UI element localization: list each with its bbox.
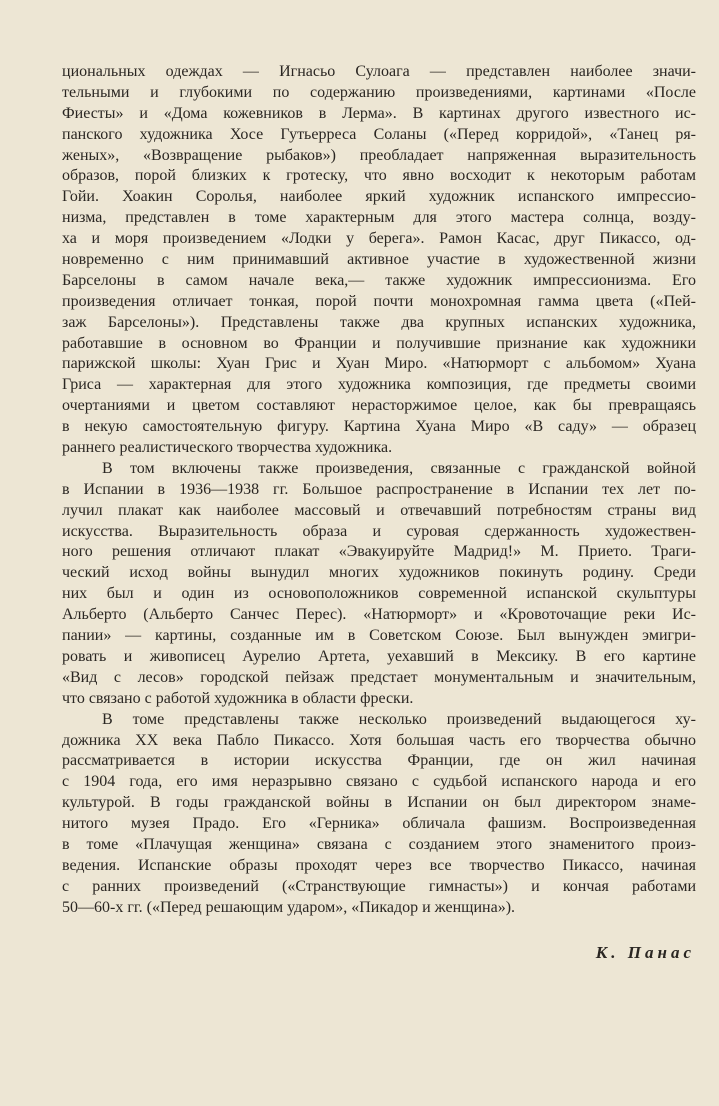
text-line: Фиесты» и «Дома кожевников в Лерма». В картинах другого известного ис- — [62, 104, 696, 122]
text-line: произведения отличает тонкая, порой почти монохромная гамма цвета («Пей- — [62, 292, 696, 310]
text-line: ного решения отличают плакат «Эвакуируйте Мадрид!» М. Прието. Траги- — [62, 543, 696, 561]
text-line: Альберто (Альберто Санчес Перес). «Натюрморт» и «Кровоточащие реки Ис- — [62, 606, 696, 624]
text-line: лучил плакат как наиболее массовый и отвечавший потребностям страны вид — [62, 501, 696, 519]
text-line: новременно с ним принимавший активное участие в художественной жизни — [62, 251, 696, 269]
text-line: Барселоны в самом начале века,— также художник импрессионизма. Его — [62, 271, 696, 289]
text-line: ческий исход войны вынудил многих художников покинуть родину. Среди — [62, 564, 696, 582]
text-line: искусства. Выразительность образа и суровая сдержанность художествен- — [62, 522, 696, 540]
text-line: в некую самостоятельную фигуру. Картина Хуана Миро «В саду» — образец — [62, 418, 696, 436]
text-line: тельными и глубокими по содержанию произведениями, картинами «После — [62, 83, 696, 101]
text-line: раннего реалистического творчества художника. — [62, 439, 393, 457]
text-line: рассматривается в истории искусства Франции, где он жил начиная — [62, 752, 696, 770]
text-line: ровать и живописец Аурелио Артета, уехавший в Мексику. В его картине — [62, 647, 696, 665]
text-line: в томе «Плачущая женщина» связана с созданием этого знаменитого произ- — [62, 835, 696, 853]
text-line: низма, представлен в томе характерным для этого мастера солнца, возду- — [62, 209, 696, 227]
text-line: с 1904 года, его имя неразрывно связано с судьбой испанского народа и его — [62, 773, 696, 791]
text-line: циональных одеждах — Игнасьо Сулоага — представлен наиболее значи- — [62, 63, 696, 80]
text-line: Гриса — характерная для этого художника композиция, где предметы своими — [62, 376, 696, 394]
text-line: образов, порой близких к гротеску, что явно восходит к некоторым работам — [62, 167, 696, 185]
text-line: очертаниями и цветом составляют нерасторжимое целое, как бы превращаясь — [62, 397, 696, 415]
text-line: заж Барселоны»). Представлены также два крупных испанских художника, — [62, 313, 696, 331]
article-body — [62, 62, 696, 919]
text-line: что связано с работой художника в области фрески. — [62, 689, 414, 707]
author-signature: К. Панас — [595, 943, 695, 962]
text-line: В томе представлены также несколько произведений выдающегося ху- — [102, 710, 696, 728]
text-line: парижской школы: Хуан Грис и Хуан Миро. «Натюрморт с альбомом» Хуана — [62, 355, 696, 373]
text-line: Гойи. Хоакин Соролья, наиболее яркий художник испанского импрессио- — [62, 188, 696, 206]
text-line: 50—60-х гг. («Перед решающим ударом», «Пикадор и женщина»). — [62, 898, 516, 916]
text-line: «Вид с лесов» городской пейзаж предстает монументальным и значительным, — [62, 668, 696, 686]
paragraph — [62, 459, 696, 710]
text-line: В том включены также произведения, связанные с гражданской войной — [102, 459, 696, 477]
text-line: культурой. В годы гражданской войны в Испании он был директором знаме- — [62, 794, 696, 812]
text-line: ха и моря произведением «Лодки у берега». Рамон Касас, друг Пикассо, од- — [62, 230, 696, 248]
text-line: женых», «Возвращение рыбаков») преобладает напряженная выразительность — [62, 146, 696, 164]
text-line: в Испании в 1936—1938 гг. Большое распространение в Испании тех лет по- — [62, 480, 696, 498]
text-line: нитого музея Прадо. Его «Герника» обличала фашизм. Воспроизведенная — [62, 815, 696, 833]
text-line: ведения. Испанские образы проходят через все творчество Пикассо, начиная — [62, 856, 696, 874]
text-line: панского художника Хосе Гутьерреса Соланы («Перед корридой», «Танец ря- — [62, 125, 696, 143]
paragraph — [62, 62, 696, 459]
paragraph — [62, 710, 696, 919]
text-line: пании» — картины, созданные им в Советском Союзе. Был вынужден эмигри- — [62, 627, 696, 645]
text-line: работавшие в основном во Франции и получившие признание как художники — [62, 334, 696, 352]
text-line: с ранних произведений («Странствующие гимнасты») и кончая работами — [62, 877, 696, 895]
text-line: них был и один из основоположников современной испанской скульптуры — [62, 585, 696, 603]
text-line: дожника XX века Пабло Пикассо. Хотя большая часть его творчества обычно — [62, 731, 696, 749]
